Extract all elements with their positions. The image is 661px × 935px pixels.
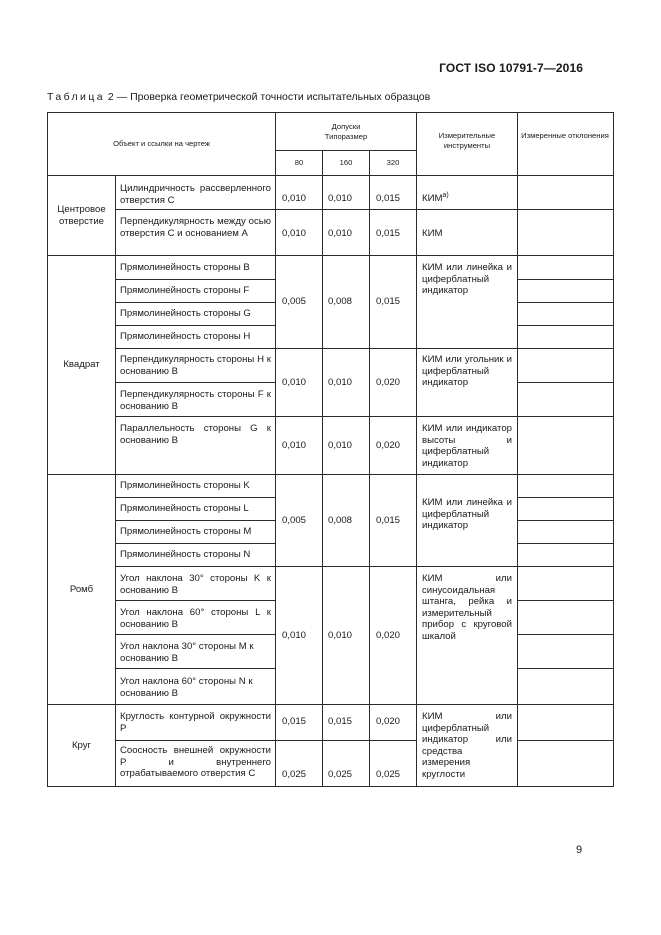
group-square: Квадрат [63, 359, 100, 371]
group-center-hole: Центровое отверстие [57, 203, 106, 227]
tol-row1-320: 0,015 [376, 193, 401, 204]
instrument-5: КИМ или индикатор высоты и циферблатный индикатор [422, 423, 512, 469]
instrument-8: КИМ или циферблатный индикатор или средства измерения круглости [422, 711, 512, 780]
tol-row19-320: 0,025 [376, 769, 401, 780]
feature-row-2: Перпендикулярность между осью отверстия C и основанием A [120, 216, 271, 239]
group-circle: Круг [71, 739, 92, 751]
feature-row-3: Прямолинейность стороны B [120, 261, 250, 273]
instrument-6: КИМ или линейка и циферблатный индикатор [422, 497, 512, 532]
tol-row2-320: 0,015 [376, 228, 401, 239]
feature-row-10: Прямолинейность стороны K [120, 480, 250, 492]
header-tolerances: Допуски [331, 122, 361, 131]
feature-row-11: Прямолинейность стороны L [120, 503, 249, 515]
caption-label: Таблица [47, 91, 105, 103]
header-size: Типоразмер [324, 132, 368, 141]
caption-text: — Проверка геометрической точности испытательных образцов [116, 91, 431, 103]
tol-row9-160: 0,010 [328, 440, 353, 451]
instrument-2: КИМ [422, 228, 443, 239]
instrument-1: $КИМ^{а)}$ [422, 192, 449, 204]
instrument-7: КИМ или синусоидальная штанга, рейка и измерительный прибор с круговой шкалой [422, 573, 512, 642]
caption-number: 2 [107, 91, 114, 103]
tol-row9-80: 0,010 [282, 440, 307, 451]
tol-block3-160: 0,008 [328, 515, 353, 526]
document-code: ГОСТ ISO 10791-7—2016 [439, 61, 583, 75]
tol-block3-320: 0,015 [376, 515, 401, 526]
feature-row-5: Прямолинейность стороны G [120, 308, 251, 320]
instrument-4: КИМ или угольник и циферблатный индикатор [422, 354, 512, 389]
instrument-3: КИМ или линейка и циферблатный индикатор [422, 262, 512, 297]
feature-row-14: Угол наклона 30° стороны K к основанию B [120, 573, 271, 596]
tol-block1-80: 0,005 [282, 296, 307, 307]
tol-block3-80: 0,005 [282, 515, 307, 526]
group-rhombus: Ромб [69, 583, 94, 595]
tol-row2-160: 0,010 [328, 228, 353, 239]
tol-row18-320: 0,020 [376, 716, 401, 727]
tol-row1-80: 0,010 [282, 193, 307, 204]
header-size-320: 320 [386, 158, 400, 168]
tol-row1-160: 0,010 [328, 193, 353, 204]
feature-row-7: Перпендикулярность стороны H к основанию B [120, 354, 271, 377]
feature-row-18: Круглость контурной окружности P [120, 711, 271, 734]
tol-row18-160: 0,015 [328, 716, 353, 727]
feature-row-16: Угол наклона 30° стороны M к основанию B [120, 641, 254, 664]
tol-block4-80: 0,010 [282, 630, 307, 641]
feature-row-19: Соосность внешней окружности P и внутреннего отрабатываемого отверстия C [120, 745, 271, 780]
tol-block1-160: 0,008 [328, 296, 353, 307]
tol-block1-320: 0,015 [376, 296, 401, 307]
feature-row-4: Прямолинейность стороны F [120, 285, 250, 297]
feature-row-15: Угол наклона 60° стороны L к основанию B [120, 607, 271, 630]
feature-row-9: Параллельность стороны G к основанию B [120, 423, 271, 446]
header-instruments: Измерительные инструменты [438, 131, 496, 150]
feature-row-17: Угол наклона 60° стороны N к основанию B [120, 676, 253, 699]
page-number: 9 [576, 844, 583, 856]
tol-row9-320: 0,020 [376, 440, 401, 451]
tol-row2-80: 0,010 [282, 228, 307, 239]
feature-row-1: Цилиндричность рассверленного отверстия C [120, 183, 271, 206]
tol-row19-160: 0,025 [328, 769, 353, 780]
footnote-marker: а) [442, 192, 449, 199]
header-object: Объект и ссылки на чертеж [113, 139, 210, 149]
tol-row19-80: 0,025 [282, 769, 307, 780]
feature-row-6: Прямолинейность стороны H [120, 331, 251, 343]
tol-block4-160: 0,010 [328, 630, 353, 641]
feature-row-13: Прямолинейность стороны N [120, 549, 251, 561]
tol-block2-80: 0,010 [282, 377, 307, 388]
header-deviations: Измеренные отклонения [521, 131, 609, 140]
feature-row-12: Прямолинейность стороны M [120, 526, 252, 538]
header-size-160: 160 [339, 158, 353, 168]
header-size-80: 80 [294, 158, 304, 168]
tol-block2-320: 0,020 [376, 377, 401, 388]
tol-row18-80: 0,015 [282, 716, 307, 727]
tol-block2-160: 0,010 [328, 377, 353, 388]
feature-row-8: Перпендикулярность стороны F к основанию B [120, 389, 271, 412]
tol-block4-320: 0,020 [376, 630, 401, 641]
